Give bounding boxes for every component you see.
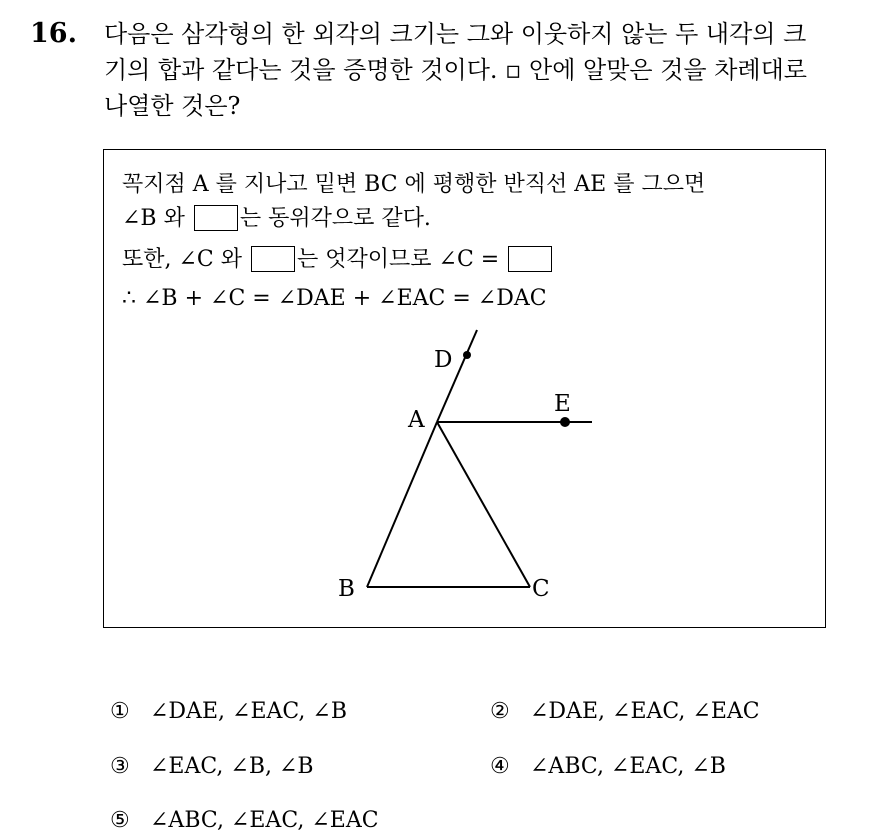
choice-5-text: ∠ABC, ∠EAC, ∠EAC bbox=[150, 808, 379, 833]
proof-line-4: ∴ ∠B + ∠C = ∠DAE + ∠EAC = ∠DAC bbox=[122, 286, 547, 311]
question-text-line-1: 다음은 삼각형의 한 외각의 크기는 그와 이웃하지 않는 두 내각의 크 bbox=[104, 20, 807, 48]
choice-3[interactable] bbox=[110, 752, 314, 782]
question-number: 16. bbox=[30, 18, 77, 49]
choice-2[interactable] bbox=[490, 697, 760, 727]
proof-line-3-start: 또한, ∠C 와 bbox=[122, 247, 243, 272]
answer-blank-3[interactable] bbox=[508, 246, 552, 272]
answer-blank-1[interactable] bbox=[194, 205, 238, 231]
label-e: E bbox=[554, 391, 571, 417]
choice-3-text: ∠EAC, ∠B, ∠B bbox=[150, 754, 314, 779]
ray-ad bbox=[437, 330, 477, 422]
choice-4-text: ∠ABC, ∠EAC, ∠B bbox=[530, 754, 726, 779]
choice-3-number: ③ bbox=[110, 754, 130, 779]
choice-2-number: ② bbox=[490, 699, 510, 724]
answer-blank-2[interactable] bbox=[251, 246, 295, 272]
triangle-figure bbox=[330, 325, 630, 610]
choice-1[interactable] bbox=[110, 697, 347, 727]
label-c: C bbox=[532, 576, 550, 602]
proof-line-1: 꼭지점 A 를 지나고 밑변 BC 에 평행한 반직선 AE 를 그으면 bbox=[122, 172, 706, 197]
label-a: A bbox=[408, 407, 425, 433]
side-ab bbox=[367, 422, 437, 587]
choice-2-text: ∠DAE, ∠EAC, ∠EAC bbox=[530, 699, 760, 724]
proof-line-2 bbox=[122, 204, 431, 234]
question-text-line-3: 나열한 것은? bbox=[104, 92, 241, 120]
choice-1-number: ① bbox=[110, 699, 130, 724]
proof-line-2-end: 는 동위각으로 같다. bbox=[239, 206, 431, 231]
choice-4[interactable] bbox=[490, 752, 726, 782]
proof-line-2-start: ∠B 와 bbox=[122, 206, 185, 231]
choice-5[interactable] bbox=[110, 806, 379, 836]
proof-line-3 bbox=[122, 245, 554, 275]
proof-line-3-mid: 는 엇각이므로 ∠C = bbox=[297, 247, 500, 272]
choice-4-number: ④ bbox=[490, 754, 510, 779]
side-ac bbox=[437, 422, 530, 587]
question-text-line-2: 기의 합과 같다는 것을 증명한 것이다. ▫ 안에 알맞은 것을 차례대로 bbox=[104, 56, 807, 84]
label-b: B bbox=[338, 576, 355, 602]
point-e bbox=[560, 417, 570, 427]
label-d: D bbox=[434, 347, 453, 373]
choice-1-text: ∠DAE, ∠EAC, ∠B bbox=[150, 699, 348, 724]
choice-5-number: ⑤ bbox=[110, 808, 130, 833]
point-d bbox=[463, 351, 471, 359]
